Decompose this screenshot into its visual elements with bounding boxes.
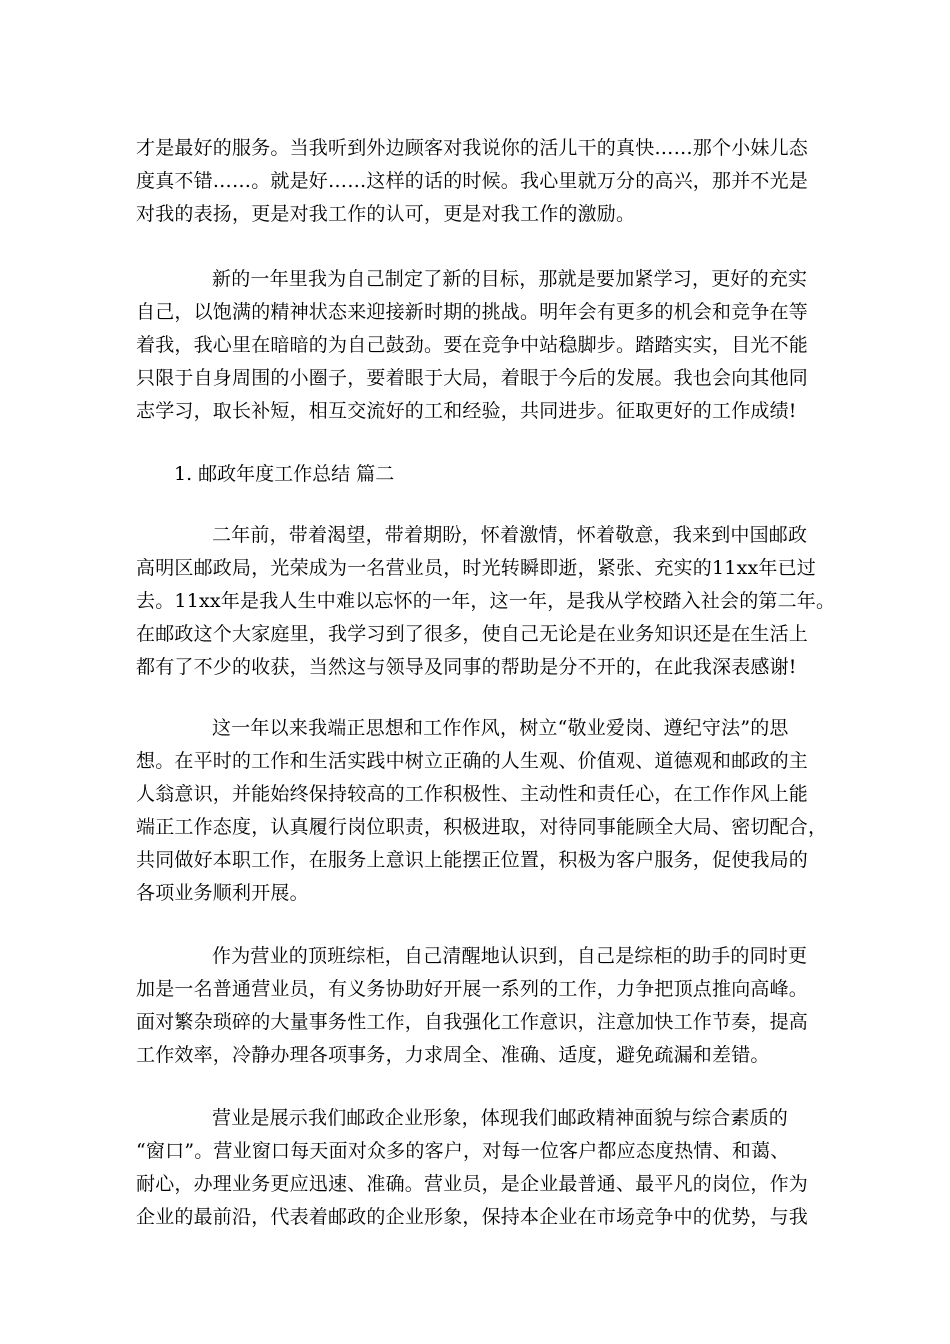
text-line: 作为营业的顶班综柜，自己清醒地认识到，自己是综柜的助手的同时更 — [212, 945, 808, 967]
text-line: 这一年以来我端正思想和工作作风，树立“敬业爱岗、遵纪守法”的思 — [212, 717, 789, 739]
text-line: 工作效率，冷静办理各项事务，力求周全、准确、适度，避免疏漏和差错。 — [136, 1044, 770, 1066]
text-line: 共同做好本职工作，在服务上意识上能摆正位置，积极为客户服务，促使我局的 — [136, 849, 809, 871]
text-line: 自己，以饱满的精神状态来迎接新时期的挑战。明年会有更多的机会和竞争在等 — [136, 301, 809, 323]
paragraph-service-praise — [136, 132, 812, 231]
text-line: 营业是展示我们邮政企业形象，体现我们邮政精神面貌与综合素质的 — [212, 1107, 789, 1129]
text-line: 企业的最前沿，代表着邮政的企业形象，保持本企业在市场竞争中的优势，与我 — [136, 1206, 809, 1228]
text-line: 着我，我心里在暗暗的为自己鼓劲。要在竞争中站稳脚步。踏踏实实，目光不能 — [136, 334, 809, 356]
text-line: 才是最好的服务。当我听到外边顾客对我说你的活儿干的真快……那个小妹儿态 — [136, 137, 809, 159]
text-line: 去。11xx年是我人生中难以忘怀的一年，这一年，是我从学校踏入社会的第二年。 — [136, 590, 836, 612]
text-line: 高明区邮政局，光荣成为一名营业员，时光转瞬即逝，紧张、充实的11xx年已过 — [136, 557, 817, 579]
paragraph-two-years-ago — [136, 519, 836, 684]
text-line: “窗口”。营业窗口每天面对众多的客户，对每一位客户都应态度热情、和蔼、 — [136, 1140, 790, 1162]
section-heading: 1. 邮政年度工作总结 篇二 — [174, 463, 395, 485]
text-line: 想。在平时的工作和生活实践中树立正确的人生观、价值观、道德观和邮政的主 — [136, 750, 809, 772]
text-line: 人翁意识，并能始终保持较高的工作积极性、主动性和责任心，在工作作风上能 — [136, 783, 809, 805]
text-line: 志学习，取长补短，相互交流好的工和经验，共同进步。征取更好的工作成绩! — [136, 400, 797, 422]
text-line: 二年前，带着渴望，带着期盼，怀着激情，怀着敬意，我来到中国邮政 — [212, 524, 808, 546]
text-line: 加是一名普通营业员，有义务协助好开展一系列的工作，力争把顶点推向高峰。 — [136, 978, 809, 1000]
text-line: 端正工作态度，认真履行岗位职责，积极进取，对待同事能顾全大局、密切配合， — [136, 816, 828, 838]
text-line: 各项业务顺利开展。 — [136, 882, 309, 904]
text-line: 对我的表扬，更是对我工作的认可，更是对我工作的激励。 — [136, 203, 636, 225]
text-line: 只限于自身周围的小圈子，要着眼于大局，着眼于今后的发展。我也会向其他同 — [136, 367, 809, 389]
paragraph-business-window — [136, 1102, 812, 1234]
paragraph-new-year-goals — [136, 263, 812, 428]
document-page — [136, 132, 836, 1234]
paragraph-counter-role — [136, 940, 812, 1072]
text-line: 新的一年里我为自己制定了新的目标，那就是要加紧学习，更好的充实 — [212, 268, 808, 290]
text-line: 都有了不少的收获，当然这与领导及同事的帮助是分不开的，在此我深表感谢! — [136, 656, 797, 678]
paragraph-work-attitude — [136, 712, 828, 910]
text-line: 耐心，办理业务更应迅速、准确。营业员，是企业最普通、最平凡的岗位，作为 — [136, 1173, 809, 1195]
text-line: 度真不错……。就是好……这样的话的时候。我心里就万分的高兴，那并不光是 — [136, 170, 809, 192]
text-line: 在邮政这个大家庭里，我学习到了很多，使自己无论是在业务知识还是在生活上 — [136, 623, 809, 645]
text-line: 面对繁杂琐碎的大量事务性工作，自我强化工作意识，注意加快工作节奏，提高 — [136, 1011, 809, 1033]
